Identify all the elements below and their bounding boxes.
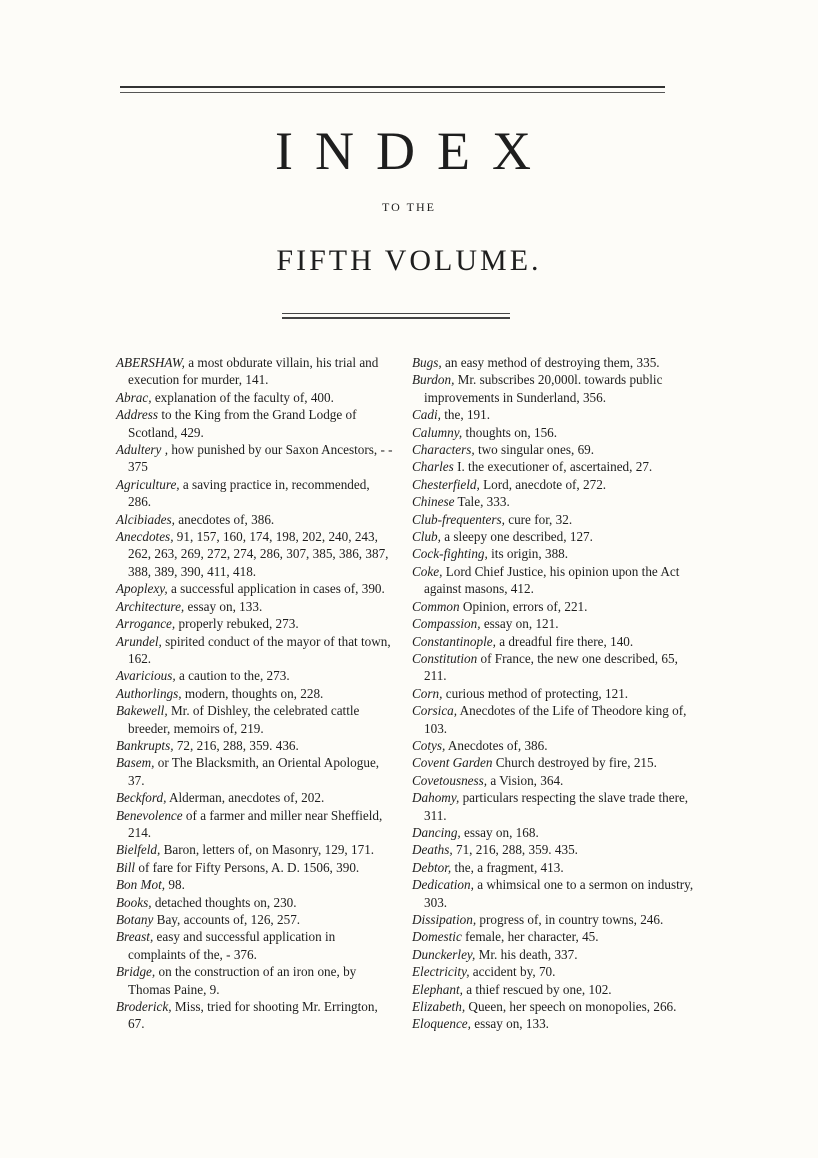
index-headword: Anecdotes, xyxy=(116,529,174,545)
index-headword: Broderick, xyxy=(116,999,172,1015)
index-entry xyxy=(412,981,694,998)
index-entry-text: thoughts on, 156. xyxy=(462,424,558,440)
index-entry-text: easy and successful application in complaints of the, - 376. xyxy=(128,929,336,962)
index-headword: Arundel, xyxy=(116,633,162,649)
index-headword: Books, xyxy=(116,894,152,910)
index-entry xyxy=(116,685,393,702)
index-headword: Dunckerley, xyxy=(412,946,476,962)
index-entry-text: Opinion, errors of, 221. xyxy=(459,598,588,614)
index-headword: Club-frequenters, xyxy=(412,511,505,527)
index-entry xyxy=(116,354,393,389)
index-headword: Bon Mot, xyxy=(116,877,166,893)
index-entry xyxy=(412,998,694,1015)
index-headword: Avaricious, xyxy=(116,668,176,684)
index-headword: Charles xyxy=(412,459,454,475)
index-entry xyxy=(412,511,694,528)
index-entry xyxy=(116,615,393,632)
index-entry-text: progress of, in country towns, 246. xyxy=(476,912,664,927)
index-entry xyxy=(412,876,694,911)
index-headword: Authorlings, xyxy=(116,685,182,701)
index-entry-text: female, her character, 45. xyxy=(461,929,599,945)
index-headword: Characters, xyxy=(412,442,475,458)
index-entry-text: its origin, 388. xyxy=(487,546,569,562)
index-headword: Alcibiades, xyxy=(116,511,175,527)
index-entry-text: I. the executioner of, ascertained, 27. xyxy=(453,459,653,475)
index-headword: ABERSHAW, xyxy=(116,355,185,370)
index-headword: Abrac, xyxy=(116,389,152,405)
index-entry-text: Queen, her speech on monopolies, 266. xyxy=(465,999,677,1015)
index-entry xyxy=(412,424,694,441)
index-entry xyxy=(412,754,694,771)
index-entry-text: Lord Chief Justice, his opinion upon the Act against masons, 412. xyxy=(424,563,680,597)
index-entry xyxy=(412,563,694,598)
index-entry xyxy=(116,894,393,911)
index-column-left xyxy=(116,354,393,1033)
index-entry-text: spirited conduct of the mayor of that town, 162. xyxy=(128,633,391,666)
index-headword: Cock-fighting, xyxy=(412,546,488,562)
index-entry-text: a saving practice in, recommended, 286. xyxy=(128,476,370,510)
index-entry-text: of a farmer and miller near Sheffield, 214. xyxy=(128,807,383,840)
index-entry-text: a whimsical one to a sermon on industry, 303. xyxy=(424,877,694,910)
index-headword: Address xyxy=(116,407,159,423)
index-entry-text: the, a fragment, 413. xyxy=(451,859,564,875)
index-entry xyxy=(412,371,694,406)
index-headword: Eloquence, xyxy=(412,1016,471,1032)
index-entry xyxy=(412,772,694,789)
index-entry xyxy=(116,598,393,615)
index-entry xyxy=(412,911,694,928)
index-entry xyxy=(412,789,694,824)
index-entry-text: essay on, 133. xyxy=(470,1016,549,1032)
index-entry xyxy=(116,389,393,406)
index-headword: Burdon, xyxy=(412,372,455,388)
index-entry-text: of fare for Fifty Persons, A. D. 1506, 390. xyxy=(135,859,360,875)
index-entry-text: 72, 216, 288, 359. 436. xyxy=(173,737,299,753)
index-entry xyxy=(412,441,694,458)
index-headword: Covetousness, xyxy=(412,772,488,788)
index-headword: Bugs, xyxy=(412,355,442,370)
index-entry-text: two singular ones, 69. xyxy=(474,442,595,458)
index-headword: Elizabeth, xyxy=(412,999,466,1015)
index-headword: Bankrupts, xyxy=(116,737,174,753)
index-entry xyxy=(116,528,393,580)
index-entry-text: anecdotes of, 386. xyxy=(174,511,275,527)
index-entry-text: essay on, 121. xyxy=(480,616,559,632)
index-entry-text: or The Blacksmith, an Oriental Apologue, 37. xyxy=(128,755,380,788)
index-entry-text: essay on, 168. xyxy=(460,824,539,840)
index-entry xyxy=(412,493,694,510)
index-entry xyxy=(412,702,694,737)
index-entry xyxy=(116,702,393,737)
index-headword: Dedication, xyxy=(412,877,474,893)
index-entry xyxy=(412,650,694,685)
index-entry-text: Mr. of Dishley, the celebrated cattle breeder, memoirs of, 219. xyxy=(128,703,360,736)
index-headword: Architecture, xyxy=(116,598,185,614)
index-headword: Arrogance, xyxy=(116,616,176,632)
index-entry-text: an easy method of destroying them, 335. xyxy=(441,355,660,370)
index-entry xyxy=(116,789,393,806)
index-headword: Debtor, xyxy=(412,859,452,875)
index-entry xyxy=(116,876,393,893)
index-entry-text: a dreadful fire there, 140. xyxy=(495,633,634,649)
index-entry-text: Miss, tried for shooting Mr. Errington, 67. xyxy=(128,999,378,1032)
index-headword: Cadi, xyxy=(412,407,441,423)
index-entry-text: cure for, 32. xyxy=(504,511,573,527)
index-entry-text: the, 191. xyxy=(440,407,491,423)
index-entry xyxy=(116,580,393,597)
index-headword: Apoplexy, xyxy=(116,581,168,597)
top-rule xyxy=(120,86,665,88)
index-entry xyxy=(116,667,393,684)
index-headword: Dancing, xyxy=(412,824,461,840)
index-entry-text: explanation of the faculty of, 400. xyxy=(151,389,334,405)
index-headword: Cotys, xyxy=(412,737,446,753)
index-headword: Domestic xyxy=(412,929,462,945)
index-entry-text: curious method of protecting, 121. xyxy=(442,685,629,701)
index-entry xyxy=(116,737,393,754)
top-rule-thin xyxy=(120,92,665,93)
index-headword: Dissipation, xyxy=(412,912,477,927)
index-entry-text: 98. xyxy=(165,877,185,893)
index-headword: Deaths, xyxy=(412,842,453,858)
index-headword: Corn, xyxy=(412,685,443,701)
index-entry xyxy=(412,963,694,980)
index-entry xyxy=(412,598,694,615)
index-entry xyxy=(412,946,694,963)
index-entry-text: detached thoughts on, 230. xyxy=(151,894,297,910)
index-entry-text: on the construction of an iron one, by Thomas Paine, 9. xyxy=(128,964,357,997)
index-entry-text: a Vision, 364. xyxy=(487,772,564,788)
index-entry xyxy=(116,406,393,441)
index-headword: Basem, xyxy=(116,755,155,771)
index-entry xyxy=(116,859,393,876)
index-headword: Breast, xyxy=(116,929,154,945)
index-entry-text: a caution to the, 273. xyxy=(175,668,290,684)
page-title: INDEX xyxy=(275,121,553,181)
index-headword: Constitution xyxy=(412,650,478,666)
index-headword: Benevolence xyxy=(116,807,183,823)
index-headword: Common xyxy=(412,598,460,614)
index-headword: Compassion, xyxy=(412,616,481,632)
index-entry-text: Alderman, anecdotes of, 202. xyxy=(166,790,325,806)
index-entry-text: Lord, anecdote of, 272. xyxy=(479,476,607,492)
index-entry-text: 91, 157, 160, 174, 198, 202, 240, 243, 262, 263, 269, 272, 274, 286, 307, 385, 386, 387, 388, 389, 390, 411, 418. xyxy=(128,529,389,579)
index-entry-text: essay on, 133. xyxy=(184,598,263,614)
index-headword: Constantinople, xyxy=(412,633,496,649)
index-entry-text: 71, 216, 288, 359. 435. xyxy=(452,842,578,858)
index-entry-text: how punished by our Saxon Ancestors, - - 375 xyxy=(128,442,393,475)
index-entry xyxy=(412,1015,694,1032)
index-entry-text: a thief rescued by one, 102. xyxy=(462,981,612,997)
index-headword: Bielfeld, xyxy=(116,842,161,858)
index-entry xyxy=(116,911,393,928)
index-entry xyxy=(116,511,393,528)
index-entry xyxy=(412,928,694,945)
index-entry xyxy=(412,476,694,493)
index-entry-text: Tale, 333. xyxy=(454,494,510,510)
index-entry xyxy=(116,754,393,789)
index-headword: Adultery , xyxy=(116,442,169,458)
index-entry xyxy=(116,998,393,1033)
index-headword: Calumny, xyxy=(412,424,463,440)
index-entry xyxy=(116,633,393,668)
index-entry-text: accident by, 70. xyxy=(469,964,556,980)
page-subtitle: TO THE xyxy=(382,200,436,214)
index-entry xyxy=(412,824,694,841)
index-entry xyxy=(412,545,694,562)
index-headword: Electricity, xyxy=(412,964,470,980)
index-headword: Beckford, xyxy=(116,790,167,806)
index-entry xyxy=(412,633,694,650)
index-entry-text: particulars respecting the slave trade there, 311. xyxy=(424,790,689,823)
index-headword: Bill xyxy=(116,859,136,875)
index-headword: Chinese xyxy=(412,494,455,510)
index-entry-text: Baron, letters of, on Masonry, 129, 171. xyxy=(160,842,375,858)
index-headword: Coke, xyxy=(412,563,443,579)
index-column-right xyxy=(412,354,694,1033)
index-headword: Agriculture, xyxy=(116,476,180,492)
index-entry xyxy=(412,458,694,475)
index-entry xyxy=(412,406,694,423)
index-headword: Elephant, xyxy=(412,981,463,997)
index-entry-text: Church destroyed by fire, 215. xyxy=(492,755,657,771)
index-entry-text: to the King from the Grand Lodge of Scotland, 429. xyxy=(128,407,357,440)
index-headword: Bakewell, xyxy=(116,703,168,719)
index-entry-text: a successful application in cases of, 390. xyxy=(167,581,385,597)
index-headword: Bridge, xyxy=(116,964,156,980)
index-entry xyxy=(116,476,393,511)
index-entry xyxy=(412,354,694,371)
index-entry-text: Bay, accounts of, 126, 257. xyxy=(153,912,301,927)
index-entry-text: Anecdotes of, 386. xyxy=(445,737,548,753)
index-headword: Dahomy, xyxy=(412,790,460,806)
index-entry-text: Mr. subscribes 20,000l. towards public improvements in Sunderland, 356. xyxy=(424,372,663,405)
index-entry-text: Mr. his death, 337. xyxy=(475,946,578,962)
index-entry-text: properly rebuked, 273. xyxy=(175,616,299,632)
index-entry xyxy=(412,737,694,754)
index-entry xyxy=(412,685,694,702)
index-entry xyxy=(412,615,694,632)
index-entry xyxy=(412,528,694,545)
index-headword: Covent Garden xyxy=(412,755,493,771)
index-entry xyxy=(412,841,694,858)
volume-title: FIFTH VOLUME. xyxy=(276,244,542,277)
index-entry-text: Anecdotes of the Life of Theodore king of, 103. xyxy=(424,703,687,736)
ornament-rule-thin xyxy=(282,318,510,319)
index-headword: Corsica, xyxy=(412,703,458,719)
index-headword: Club, xyxy=(412,529,441,545)
index-entry xyxy=(116,963,393,998)
index-entry-text: modern, thoughts on, 228. xyxy=(181,685,324,701)
index-entry xyxy=(116,441,393,476)
index-headword: Chesterfield, xyxy=(412,476,480,492)
index-entry-text: of France, the new one described, 65, 211. xyxy=(424,650,678,684)
index-entry xyxy=(116,841,393,858)
index-entry-text: a most obdurate villain, his trial and execution for murder, 141. xyxy=(128,355,379,388)
index-entry-text: a sleepy one described, 127. xyxy=(440,529,593,545)
index-entry xyxy=(412,859,694,876)
index-entry xyxy=(116,928,393,963)
index-entry xyxy=(116,807,393,842)
index-headword: Botany xyxy=(116,912,154,927)
